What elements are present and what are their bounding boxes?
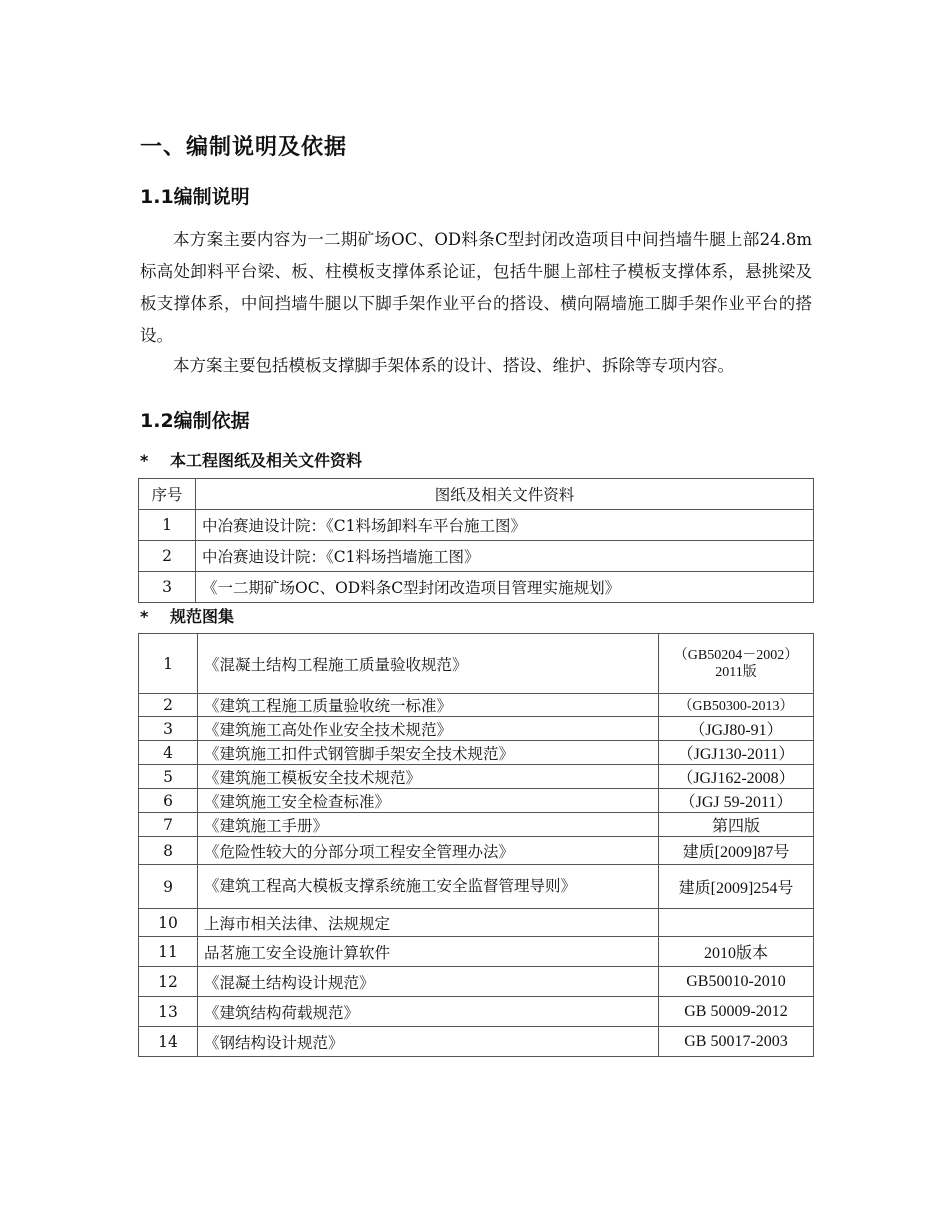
row-number: 10: [139, 909, 198, 937]
row-number: 13: [139, 997, 198, 1027]
row-code: [659, 909, 814, 937]
row-number: 2: [139, 694, 198, 717]
row-code: （JGJ130-2011）: [659, 741, 814, 765]
row-number: 2: [139, 541, 196, 572]
row-code: GB50010-2010: [659, 967, 814, 997]
row-code: GB 50009-2012: [659, 997, 814, 1027]
header-cell-document: 图纸及相关文件资料: [196, 479, 814, 510]
row-number: 11: [139, 937, 198, 967]
row-number: 3: [139, 717, 198, 741]
row-code: 建质[2009]87号: [659, 837, 814, 865]
row-code: （JGJ80-91）: [659, 717, 814, 741]
bullet-label: 规范图集: [170, 607, 235, 626]
table-row: [139, 967, 814, 997]
row-code: （GB50300-2013）: [659, 694, 814, 717]
paragraph-scope: 本方案主要内容为一二期矿场OC、OD料条C型封闭改造项目中间挡墙牛腿上部24.8m标高处卸料平台梁、板、柱模板支撑体系论证，包括牛腿上部柱子模板支撑体系，悬挑梁及板支撑体系，中间挡墙牛腿以下脚手架作业平台的搭设、横向隔墙施工脚手架作业平台的搭设。: [140, 230, 812, 345]
row-title: 《危险性较大的分部分项工程安全管理办法》: [198, 837, 659, 865]
table-row: [139, 865, 814, 909]
row-title: 《建筑施工模板安全技术规范》: [198, 765, 659, 789]
table-row: [139, 997, 814, 1027]
row-code: （GB50204－2002）2011版: [659, 634, 814, 694]
row-number: 7: [139, 813, 198, 837]
row-number: 1: [139, 510, 196, 541]
row-code: （JGJ162-2008）: [659, 765, 814, 789]
row-title: 《钢结构设计规范》: [198, 1027, 659, 1057]
row-code: 2010版本: [659, 937, 814, 967]
row-title: 《混凝土结构工程施工质量验收规范》: [198, 634, 659, 694]
drawings-table: [138, 478, 814, 603]
section-heading: 一、编制说明及依据: [140, 135, 348, 160]
subsection-heading-explanation: 1.1编制说明: [140, 186, 250, 208]
table-row: [139, 789, 814, 813]
row-title: 《混凝土结构设计规范》: [198, 967, 659, 997]
table-row: [139, 572, 814, 603]
row-code: （JGJ 59-2011）: [659, 789, 814, 813]
table-row: [139, 510, 814, 541]
standards-table: [138, 633, 814, 1057]
paragraph-content: 本方案主要包括模板支撑脚手架体系的设计、搭设、维护、拆除等专项内容。: [173, 356, 734, 375]
table-row: [139, 694, 814, 717]
table-row: [139, 813, 814, 837]
row-title: 《建筑施工高处作业安全技术规范》: [198, 717, 659, 741]
row-title: 上海市相关法律、法规规定: [198, 909, 659, 937]
bullet-drawings: [140, 448, 362, 471]
bullet-label: 本工程图纸及相关文件资料: [170, 451, 363, 470]
row-number: 4: [139, 741, 198, 765]
row-title: 《建筑结构荷载规范》: [198, 997, 659, 1027]
row-title: 《建筑工程高大模板支撑系统施工安全监督管理导则》: [198, 865, 659, 909]
bullet-standards: [140, 604, 234, 627]
table-header-row: [139, 479, 814, 510]
row-number: 12: [139, 967, 198, 997]
table-row: [139, 909, 814, 937]
table-row: [139, 837, 814, 865]
row-code: GB 50017-2003: [659, 1027, 814, 1057]
row-title: 《建筑施工安全检查标准》: [198, 789, 659, 813]
table-row: [139, 765, 814, 789]
row-number: 14: [139, 1027, 198, 1057]
table-row: [139, 541, 814, 572]
row-document: 中冶赛迪设计院：《C1料场卸料车平台施工图》: [196, 510, 814, 541]
row-number: 3: [139, 572, 196, 603]
header-cell-number: 序号: [139, 479, 196, 510]
row-number: 1: [139, 634, 198, 694]
row-code: 第四版: [659, 813, 814, 837]
table-row: [139, 937, 814, 967]
bullet-star: *: [140, 451, 149, 470]
row-number: 9: [139, 865, 198, 909]
row-title: 品茗施工安全设施计算软件: [198, 937, 659, 967]
subsection-heading-basis: 1.2编制依据: [140, 410, 250, 432]
row-title: 《建筑工程施工质量验收统一标准》: [198, 694, 659, 717]
row-number: 5: [139, 765, 198, 789]
row-document: 《一二期矿场OC、OD料条C型封闭改造项目管理实施规划》: [196, 572, 814, 603]
row-number: 6: [139, 789, 198, 813]
row-number: 8: [139, 837, 198, 865]
table-row: [139, 717, 814, 741]
table-row: [139, 634, 814, 694]
table-row: [139, 741, 814, 765]
table-row: [139, 1027, 814, 1057]
row-title: 《建筑施工扣件式钢管脚手架安全技术规范》: [198, 741, 659, 765]
row-code: 建质[2009]254号: [659, 865, 814, 909]
row-document: 中冶赛迪设计院：《C1料场挡墙施工图》: [196, 541, 814, 572]
row-title: 《建筑施工手册》: [198, 813, 659, 837]
bullet-star: *: [140, 607, 149, 626]
